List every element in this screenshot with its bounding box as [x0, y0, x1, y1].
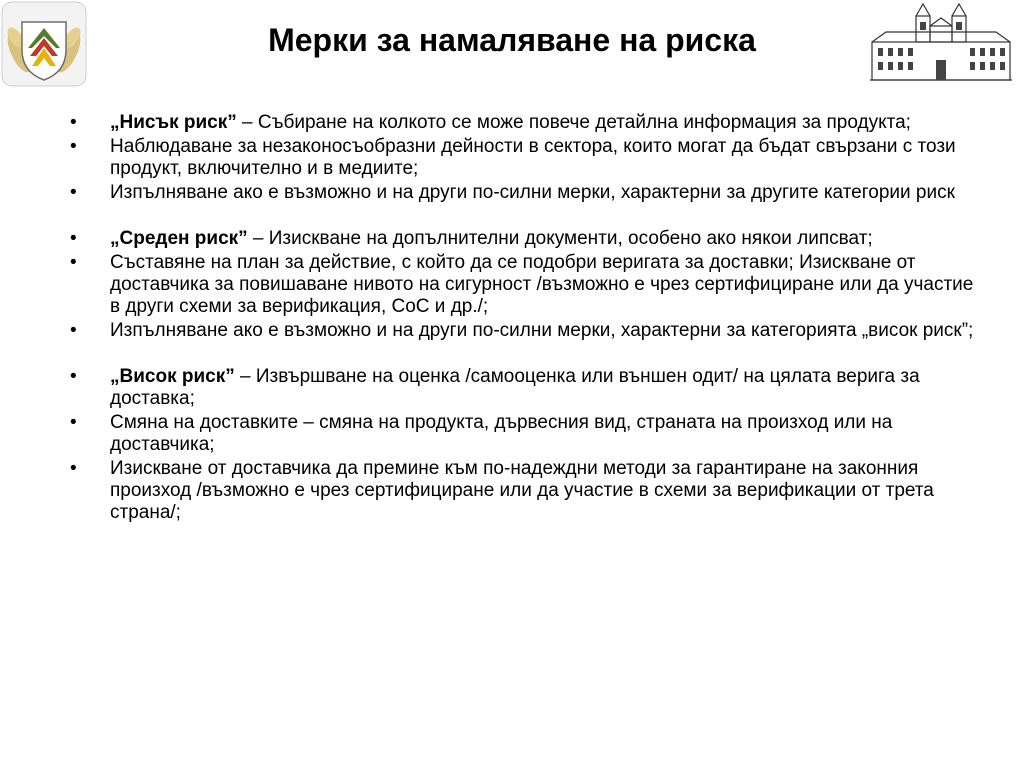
bullet-marker: •	[70, 252, 77, 273]
list-item	[62, 458, 982, 524]
bullet-marker: •	[70, 136, 77, 157]
slide-title: Мерки за намаляване на риска	[268, 22, 756, 58]
bullet-marker: •	[70, 320, 77, 341]
high-risk-section	[62, 366, 982, 524]
bullet-marker: •	[70, 458, 77, 479]
list-item	[62, 136, 982, 180]
item-text: Смяна на доставките – смяна на продукта, дървесния вид, страната на произход или на доставчика;	[110, 412, 893, 455]
risk-level-label: „Нисък риск”	[110, 112, 237, 133]
item-text: Наблюдаване за незаконосъобразни дейности в сектора, които могат да бъдат свързани с този продукт, включително и в медиите;	[110, 136, 956, 179]
item-text: Изпълняване ако е възможно и на други по-силни мерки, характерни за другите категории риск	[110, 182, 955, 203]
low-risk-section	[62, 112, 982, 204]
item-text: Изпълняване ако е възможно и на други по-силни мерки, характерни за категорията „висок риск”;	[110, 320, 974, 341]
item-text: – Извършване на оценка /самооценка или външен одит/ на цялата верига за доставка;	[110, 366, 920, 409]
list-item	[62, 366, 982, 410]
list-item	[62, 228, 982, 250]
item-text: Изискване от доставчика да премине към по-надеждни методи за гарантиране на законния произход /възможно е чрез сертифициране или да участие в схеми за верификации от трета страна/;	[110, 458, 934, 523]
item-text: – Изискване на допълнителни документи, особено ако някои липсват;	[247, 228, 873, 249]
item-text: – Събиране на колкото се може повече детайлна информация за продукта;	[236, 112, 911, 133]
medium-risk-section	[62, 228, 982, 342]
list-item	[62, 252, 982, 318]
list-item	[62, 320, 982, 342]
risk-level-label: „Висок риск”	[110, 366, 235, 387]
slide-content	[62, 112, 982, 548]
item-text: Съставяне на план за действие, с който да се подобри веригата за доставки; Изискване от доставчика за повишаване нивото на сигурност /възможно е чрез сертифициране или да участие в други схеми за верификация, CoC и др./;	[110, 252, 974, 317]
list-item	[62, 412, 982, 456]
bullet-marker: •	[70, 182, 77, 203]
bullet-marker: •	[70, 412, 77, 433]
risk-level-label: „Среден риск”	[110, 228, 248, 249]
list-item	[62, 112, 982, 134]
bullet-marker: •	[70, 112, 77, 133]
bullet-marker: •	[70, 366, 77, 387]
list-item	[62, 182, 982, 204]
bullet-marker: •	[70, 228, 77, 249]
